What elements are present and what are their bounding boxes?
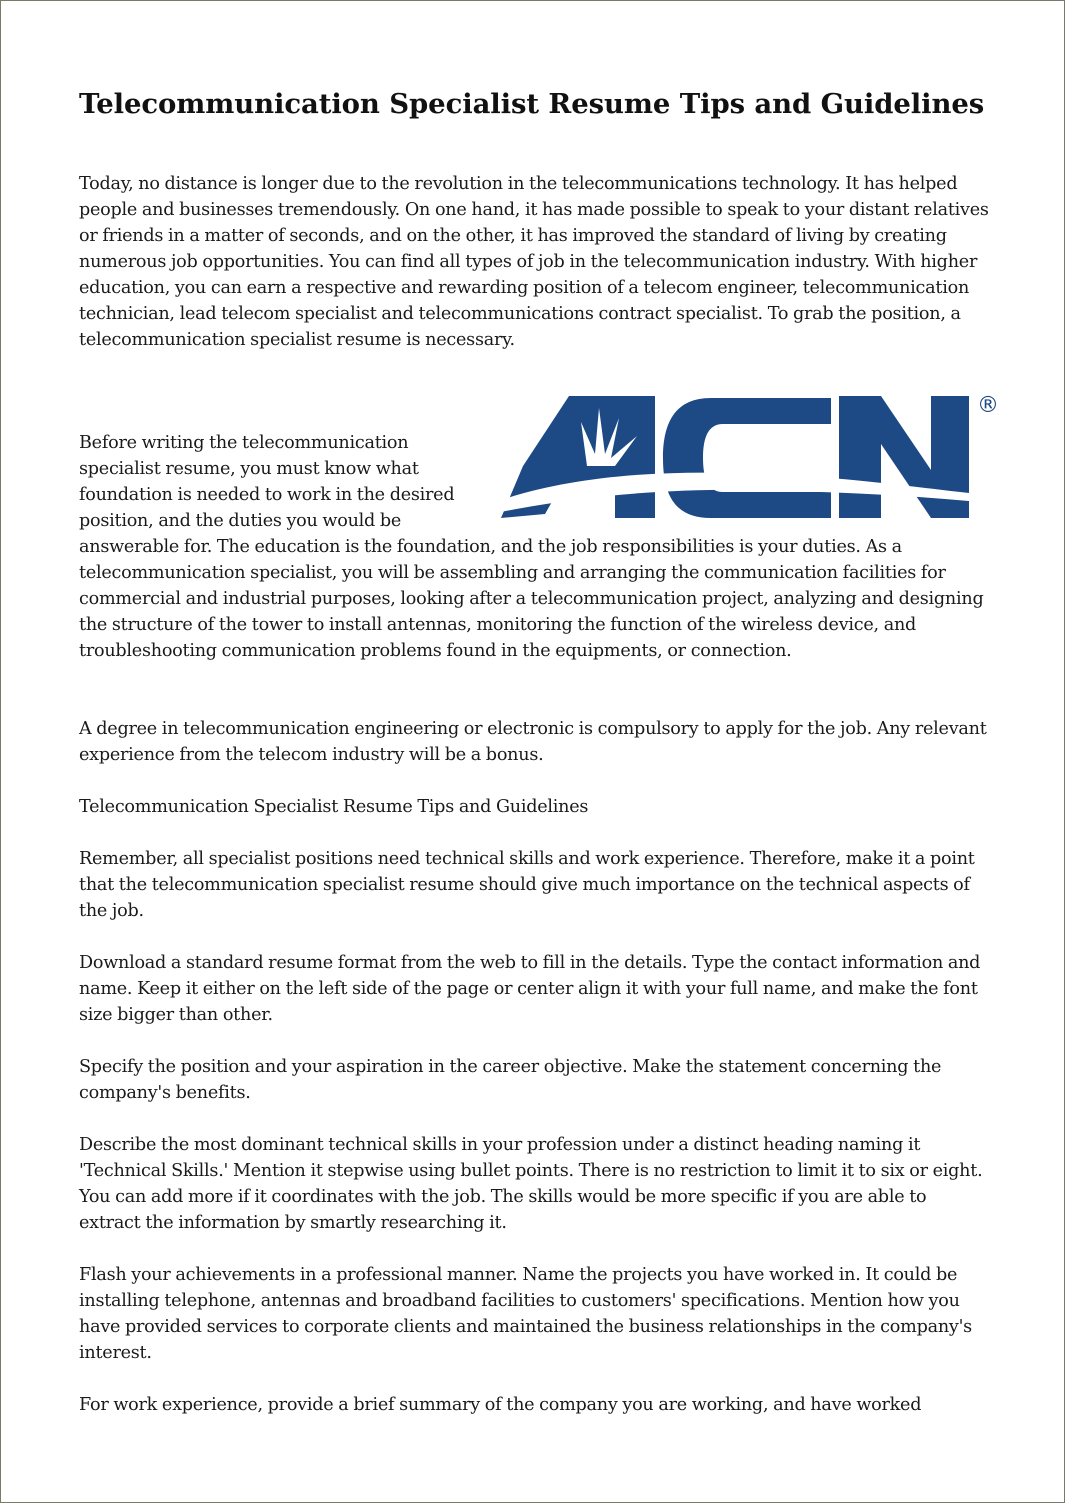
paragraph-objective: Specify the position and your aspiration in the career objective. Make the statement concerning the company's benefits. bbox=[79, 1057, 942, 1103]
acn-logo bbox=[501, 388, 1001, 528]
registered-mark: ® bbox=[977, 393, 999, 418]
logo-letter-c bbox=[663, 398, 831, 518]
paragraph-with-logo: Before writing the telecommunication specialist resume, you must know what foundation is needed to work in the desired position, and the duties you would be answerable for. The education is the foundation, and the job responsibilities is your duties. As a telecommunication specialist, you will be assembling and arranging the communication facilities for commercial and industrial purposes, looking after a telecommunication project, analyzing and designing the structure of the tower to install antennas, monitoring the function of the wireless device, and troubleshooting communication problems found in the equipments, or connection. bbox=[79, 433, 984, 661]
paragraph-degree: A degree in telecommunication engineering or electronic is compulsory to apply for the job. Any relevant experience from the telecom industry will be a bonus. bbox=[79, 719, 987, 765]
logo-letter-n bbox=[839, 396, 969, 518]
paragraph-remember: Remember, all specialist positions need technical skills and work experience. Therefore, make it a point that the telecommunication specialist resume should give much importance on the technical aspects of the job. bbox=[79, 849, 975, 921]
paragraph-subheading: Telecommunication Specialist Resume Tips and Guidelines bbox=[79, 797, 589, 817]
body-paragraphs bbox=[79, 716, 989, 1444]
intro-paragraph: Today, no distance is longer due to the revolution in the telecommunications technology. It has helped people and businesses tremendously. On one hand, it has made possible to speak to your distant relatives or friends in a matter of seconds, and on the other, it has improved the standard of living by creating numerous job opportunities. You can find all types of job in the telecommunication industry. With higher education, you can earn a respective and rewarding position of a telecom engineer, telecommunication technician, lead telecom specialist and telecommunications contract specialist. To grab the position, a telecommunication specialist resume is necessary. bbox=[79, 174, 989, 350]
paragraph-skills: Describe the most dominant technical skills in your profession under a distinct heading naming it 'Technical Skills.' Mention it stepwise using bullet points. There is no restriction to limit it to six or eight. You can add more if it coordinates with the job. The skills would be more specific if you are able to extract the information by smartly researching it. bbox=[79, 1135, 983, 1233]
paragraph-achievements: Flash your achievements in a professional manner. Name the projects you have worked in. It could be installing telephone, antennas and broadband facilities to customers' specifications. Mention how you have provided services to corporate clients and maintained the business relationships in the company's interest. bbox=[79, 1265, 972, 1363]
paragraph-with-logo-block bbox=[79, 393, 999, 664]
paragraph-download: Download a standard resume format from the web to fill in the details. Type the contact information and name. Keep it either on the left side of the page or center align it with your full name, and make the font size bigger than other. bbox=[79, 953, 981, 1025]
page-title: Telecommunication Specialist Resume Tips and Guidelines bbox=[79, 88, 985, 120]
paragraph-work-experience: For work experience, provide a brief summary of the company you are working, and have worked bbox=[79, 1395, 922, 1415]
